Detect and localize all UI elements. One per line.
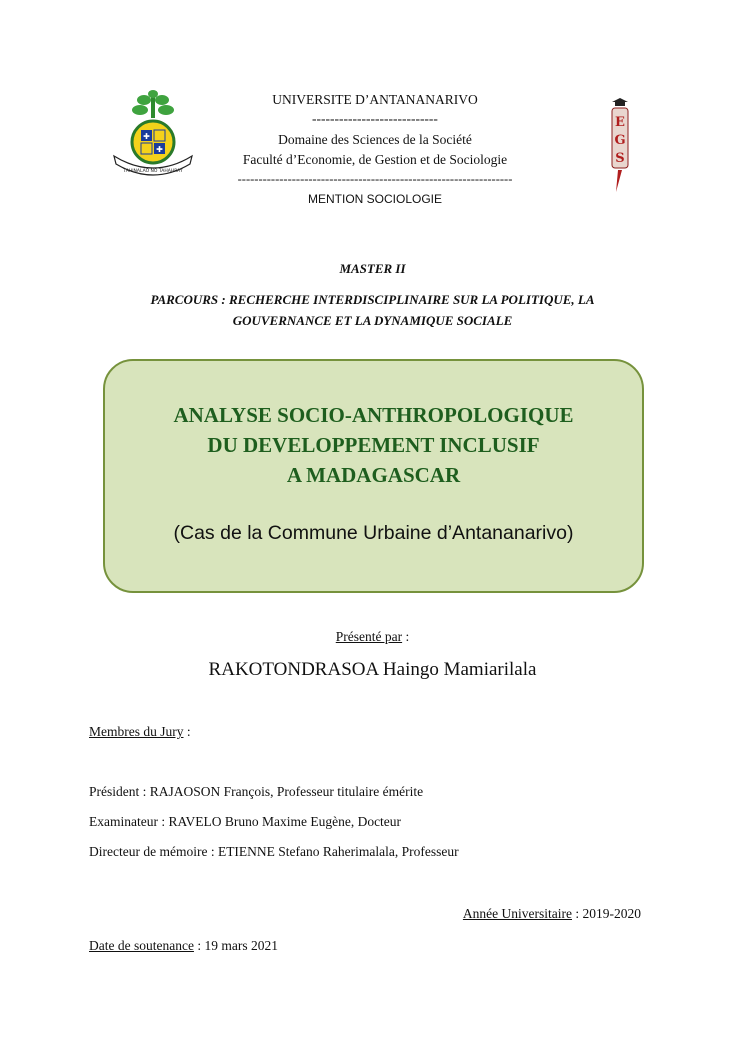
thesis-title-line-3: A MADAGASCAR bbox=[286, 463, 461, 487]
defense-date bbox=[89, 938, 278, 954]
faculty-logo bbox=[606, 98, 634, 194]
jury-president: Président : RAJAOSON François, Professeur titulaire émérite bbox=[89, 784, 424, 799]
level-label: MASTER II bbox=[339, 261, 406, 276]
mention-label: MENTION SOCIOLOGIE bbox=[307, 192, 442, 206]
jury-examinateur: Examinateur : RAVELO Bruno Maxime Eugène, Docteur bbox=[89, 814, 402, 829]
logo-letter-s: S bbox=[615, 151, 625, 166]
logo-motto: TAHINALAO NO TAHAHRAY bbox=[123, 169, 183, 174]
domain-name: Domaine des Sciences de la Société bbox=[278, 132, 472, 147]
parcours-line-2: GOUVERNANCE ET LA DYNAMIQUE SOCIALE bbox=[232, 313, 513, 328]
svg-text:✚: ✚ bbox=[156, 145, 163, 154]
jury-colon: : bbox=[183, 724, 191, 739]
jury-heading bbox=[89, 724, 191, 740]
parcours-line-1: PARCOURS : RECHERCHE INTERDISCIPLINAIRE SUR LA POLITIQUE, LA bbox=[150, 292, 595, 307]
university-name: UNIVERSITE D’ANTANANARIVO bbox=[272, 92, 478, 107]
presenter-name: RAKOTONDRASOA Haingo Mamiarilala bbox=[208, 659, 537, 680]
presenter-colon: : bbox=[402, 629, 410, 644]
header-separator-short: ---------------------------- bbox=[312, 111, 438, 126]
jury-directeur: Directeur de mémoire : ETIENNE Stefano Raherimalala, Professeur bbox=[89, 844, 459, 859]
defense-date-value: : 19 mars 2021 bbox=[193, 938, 278, 953]
jury-label: Membres du Jury bbox=[89, 724, 184, 739]
thesis-subtitle: (Cas de la Commune Urbaine d’Antananarivo) bbox=[173, 522, 574, 544]
thesis-title-line-1: ANALYSE SOCIO-ANTHROPOLOGIQUE bbox=[173, 403, 574, 427]
svg-text:✚: ✚ bbox=[143, 132, 150, 141]
logo-letter-g: G bbox=[614, 133, 626, 148]
egs-logo-icon bbox=[606, 98, 634, 194]
academic-year-label: Année Universitaire bbox=[462, 906, 572, 921]
presenter-line bbox=[0, 629, 745, 645]
logo-letter-e: E bbox=[615, 115, 625, 130]
faculty-name: Faculté d’Economie, de Gestion et de Sociologie bbox=[242, 152, 508, 167]
defense-date-label: Date de soutenance bbox=[89, 938, 194, 953]
academic-year bbox=[463, 906, 641, 922]
thesis-title-line-2: DU DEVELOPPEMENT INCLUSIF bbox=[207, 433, 540, 457]
presenter-label: Présenté par bbox=[335, 629, 403, 644]
header-separator-long: ------------------------------------------------------------------ bbox=[237, 172, 513, 186]
academic-year-value: : 2019-2020 bbox=[572, 906, 641, 921]
